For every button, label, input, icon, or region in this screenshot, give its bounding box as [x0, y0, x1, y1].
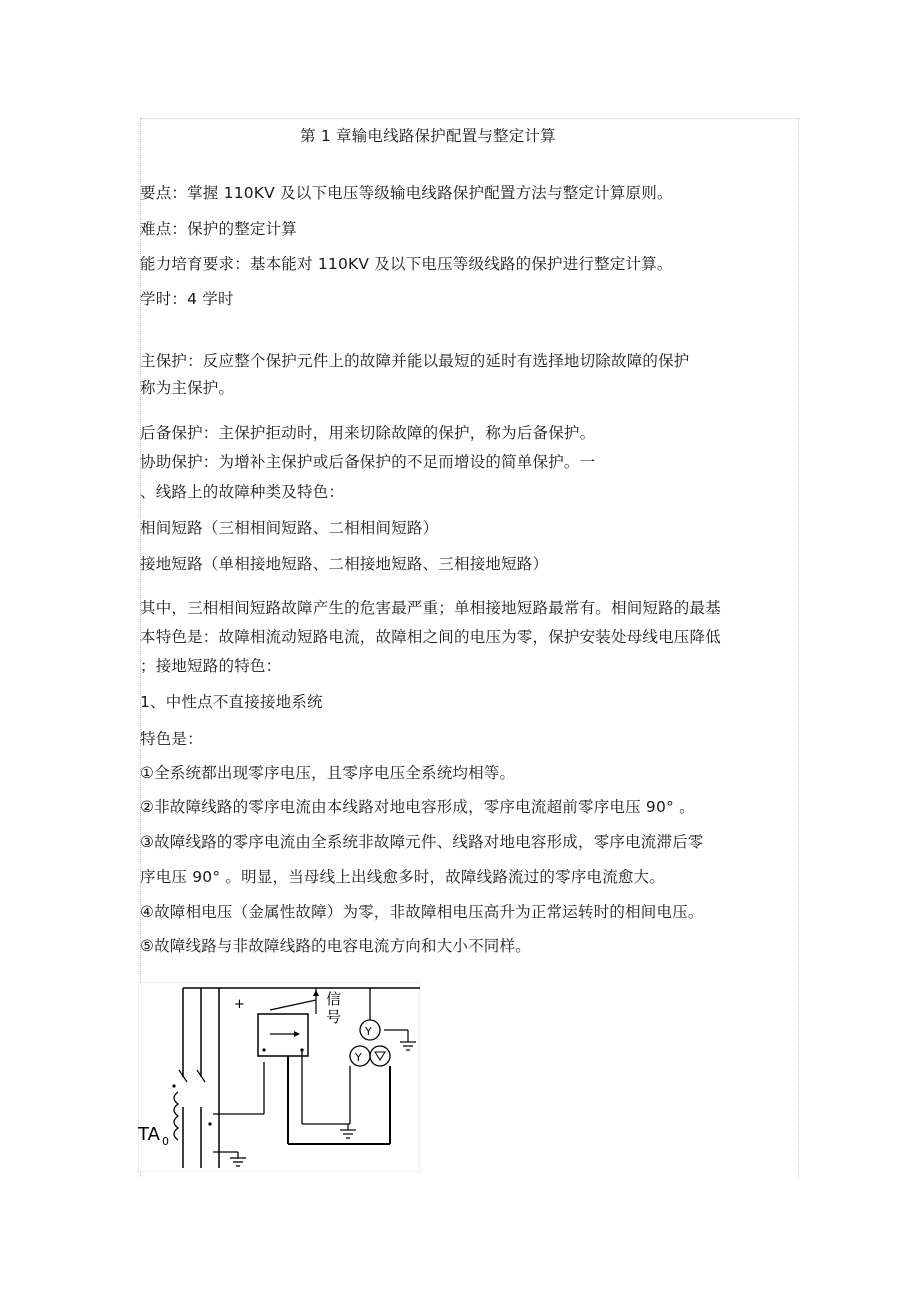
ta-subscript: 0	[162, 1135, 169, 1148]
page-frame-right	[798, 118, 799, 1178]
page-frame-top	[140, 118, 798, 119]
phase-fault: 相间短路（三相相间短路、二相相间短路）	[140, 519, 439, 537]
ground-fault: 接地短路（单相接地短路、二相接地短路、三相接地短路）	[140, 555, 549, 573]
zero-sequence-protection-diagram	[138, 982, 420, 1172]
feature-item-3-line1: ③故障线路的零序电流由全系统非故障元件、线路对地电容形成，零序电流滞后零	[140, 833, 704, 851]
chapter-title: 第 1 章输电线路保护配置与整定计算	[300, 127, 556, 145]
ability-requirement: 能力培育要求：基本能对 110KV 及以下电压等级线路的保护进行整定计算。	[140, 255, 673, 273]
study-hours: 学时：4 学时	[140, 290, 234, 308]
pt-y-label-left: Y	[355, 1051, 362, 1064]
feature-item-1: ①全系统都出现零序电压，且零序电压全系统均相等。	[140, 764, 516, 782]
signal-label-2: 号	[326, 1008, 342, 1026]
discussion-line2: 本特色是：故障相流动短路电流，故障相之间的电压为零，保护安装处母线电压降低	[140, 628, 721, 646]
discussion-line3: ；接地短路的特色：	[140, 657, 282, 675]
polarity-dot-2	[208, 1122, 211, 1125]
polarity-dot-1	[172, 1084, 175, 1087]
auxiliary-protection: 协助保护：为增补主保护或后备保护的不足而增设的简单保护。一	[140, 453, 596, 471]
ta-label: TA	[138, 1124, 160, 1145]
difficulty: 难点：保护的整定计算	[140, 220, 298, 238]
discussion-line1: 其中，三相相间短路故障产生的危害最严重；单相接地短路最常有。相间短路的最基	[140, 599, 721, 617]
feature-item-5: ⑤故障线路与非故障线路的电容电流方向和大小不同样。	[140, 937, 531, 955]
system-heading: 1、中性点不直接接地系统	[140, 693, 323, 711]
feature-item-2: ②非故障线路的零序电流由本线路对地电容形成，零序电流超前零序电压 90° 。	[140, 798, 695, 816]
feature-item-4: ④故障相电压（金属性故障）为零，非故障相电压高升为正常运转时的相间电压。	[140, 903, 704, 921]
feature-item-3-line2: 序电压 90° 。明显，当母线上出线愈多时，故障线路流过的零序电流愈大。	[140, 868, 666, 886]
signal-label-1: 信	[326, 990, 342, 1008]
plus-label: +	[234, 997, 245, 1012]
key-points: 要点：掌握 110KV 及以下电压等级输电线路保护配置方法与整定计算原则。	[140, 184, 673, 202]
backup-protection: 后备保护：主保护拒动时，用来切除故障的保护，称为后备保护。	[140, 424, 596, 442]
main-protection-line2: 称为主保护。	[140, 379, 235, 397]
section-heading-fault-types: 、线路上的故障种类及特色：	[140, 483, 345, 501]
main-protection-line1: 主保护：反应整个保护元件上的故障并能以最短的延时有选择地切除故障的保护	[140, 352, 690, 370]
features-label: 特色是：	[140, 730, 203, 748]
pt-y-label-top: Y	[365, 1025, 372, 1038]
